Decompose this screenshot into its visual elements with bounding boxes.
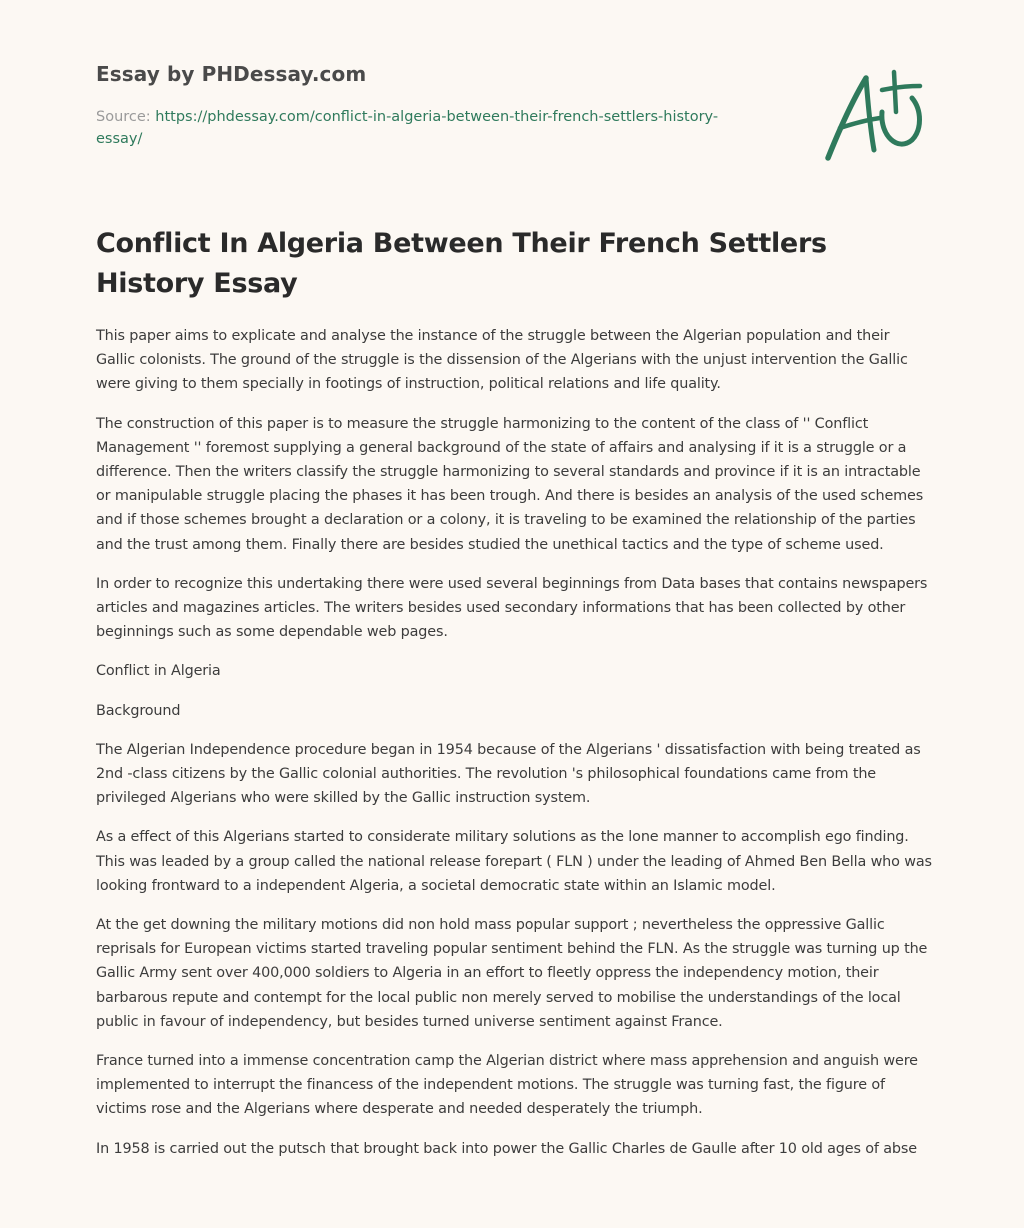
section-heading-background: Background <box>96 702 181 719</box>
site-title: Essay by PHDessay.com <box>96 62 367 86</box>
paragraph: As a effect of this Algerians started to considerate military solutions as the lone manner to accomplish ego finding. This was leaded by a group called the national release forepart ( FLN ) under the leading of Ahmed Ben Bella who was looking frontward to a independent Algeria, a societal democratic state within an Islamic model. <box>96 829 932 894</box>
paragraph: The Algerian Independence procedure began in 1954 because of the Algerians ' dissatisfaction with being treated as 2nd -class citizens by the Gallic colonial authorities. The revolution 's philosophical foundations came from the privileged Algerians who were skilled by the Gallic instruction system. <box>96 741 921 807</box>
paragraph: France turned into a immense concentration camp the Algerian district where mass apprehension and anguish were implemented to interrupt the financess of the independent motions. The struggle was turning fast, the figure of victims rose and the Algerians where desperate and needed desperately the triumph. <box>96 1053 918 1118</box>
paragraph: In 1958 is carried out the putsch that brought back into power the Gallic Charles de Gaulle after 10 old ages of abse <box>96 1140 917 1157</box>
paragraph: In order to recognize this undertaking there were used several beginnings from Data bases that contains newspapers articles and magazines articles. The writers besides used secondary informations that has been collected by other beginnings such as some dependable web pages. <box>96 575 928 641</box>
paragraph: The construction of this paper is to measure the struggle harmonizing to the content of the class of '' Conflict Management '' foremost supplying a general background of the state of affairs and analysing if it is a struggle or a difference. Then the writers classify the struggle harmonizing to several standards and province if it is an intractable or manipulable struggle placing the phases it has been trough. And there is besides an analysis of the used schemes and if those schemes brought a declaration or a colony, it is traveling to be examined the relationship of the parties and the trust among them. Finally there are besides studied the unethical tactics and the type of scheme used. <box>96 415 924 553</box>
paragraph: This paper aims to explicate and analyse the instance of the struggle between the Algerian population and their Gallic colonists. The ground of the struggle is the dissension of the Algerians with the unjust intervention the Gallic were giving to them specially in footings of instruction, political relations and life quality. <box>96 328 908 393</box>
paragraph: At the get downing the military motions did non hold mass popular support ; nevertheless the oppressive Gallic reprisals for European victims started traveling popular sentiment behind the FLN. As the struggle was turning up the Gallic Army sent over 400,000 soldiers to Algeria in an effort to fleetly oppress the independency motion, their barbarous repute and contempt for the local public non merely served to mobilise the understandings of the local public in favour of independency, but besides turned universe sentiment against France. <box>96 917 928 1030</box>
header <box>96 62 796 150</box>
source-link[interactable]: https://phdessay.com/conflict-in-algeria-between-their-french-settlers-history-essay/ <box>96 109 719 147</box>
source-line <box>96 106 756 150</box>
essay-body <box>96 324 932 1176</box>
section-heading-conflict: Conflict in Algeria <box>96 663 221 680</box>
source-label: Source: <box>96 109 156 125</box>
essay-title: Conflict In Algeria Between Their French Settlers History Essay <box>96 228 827 299</box>
a-plus-logo-icon <box>818 66 930 166</box>
